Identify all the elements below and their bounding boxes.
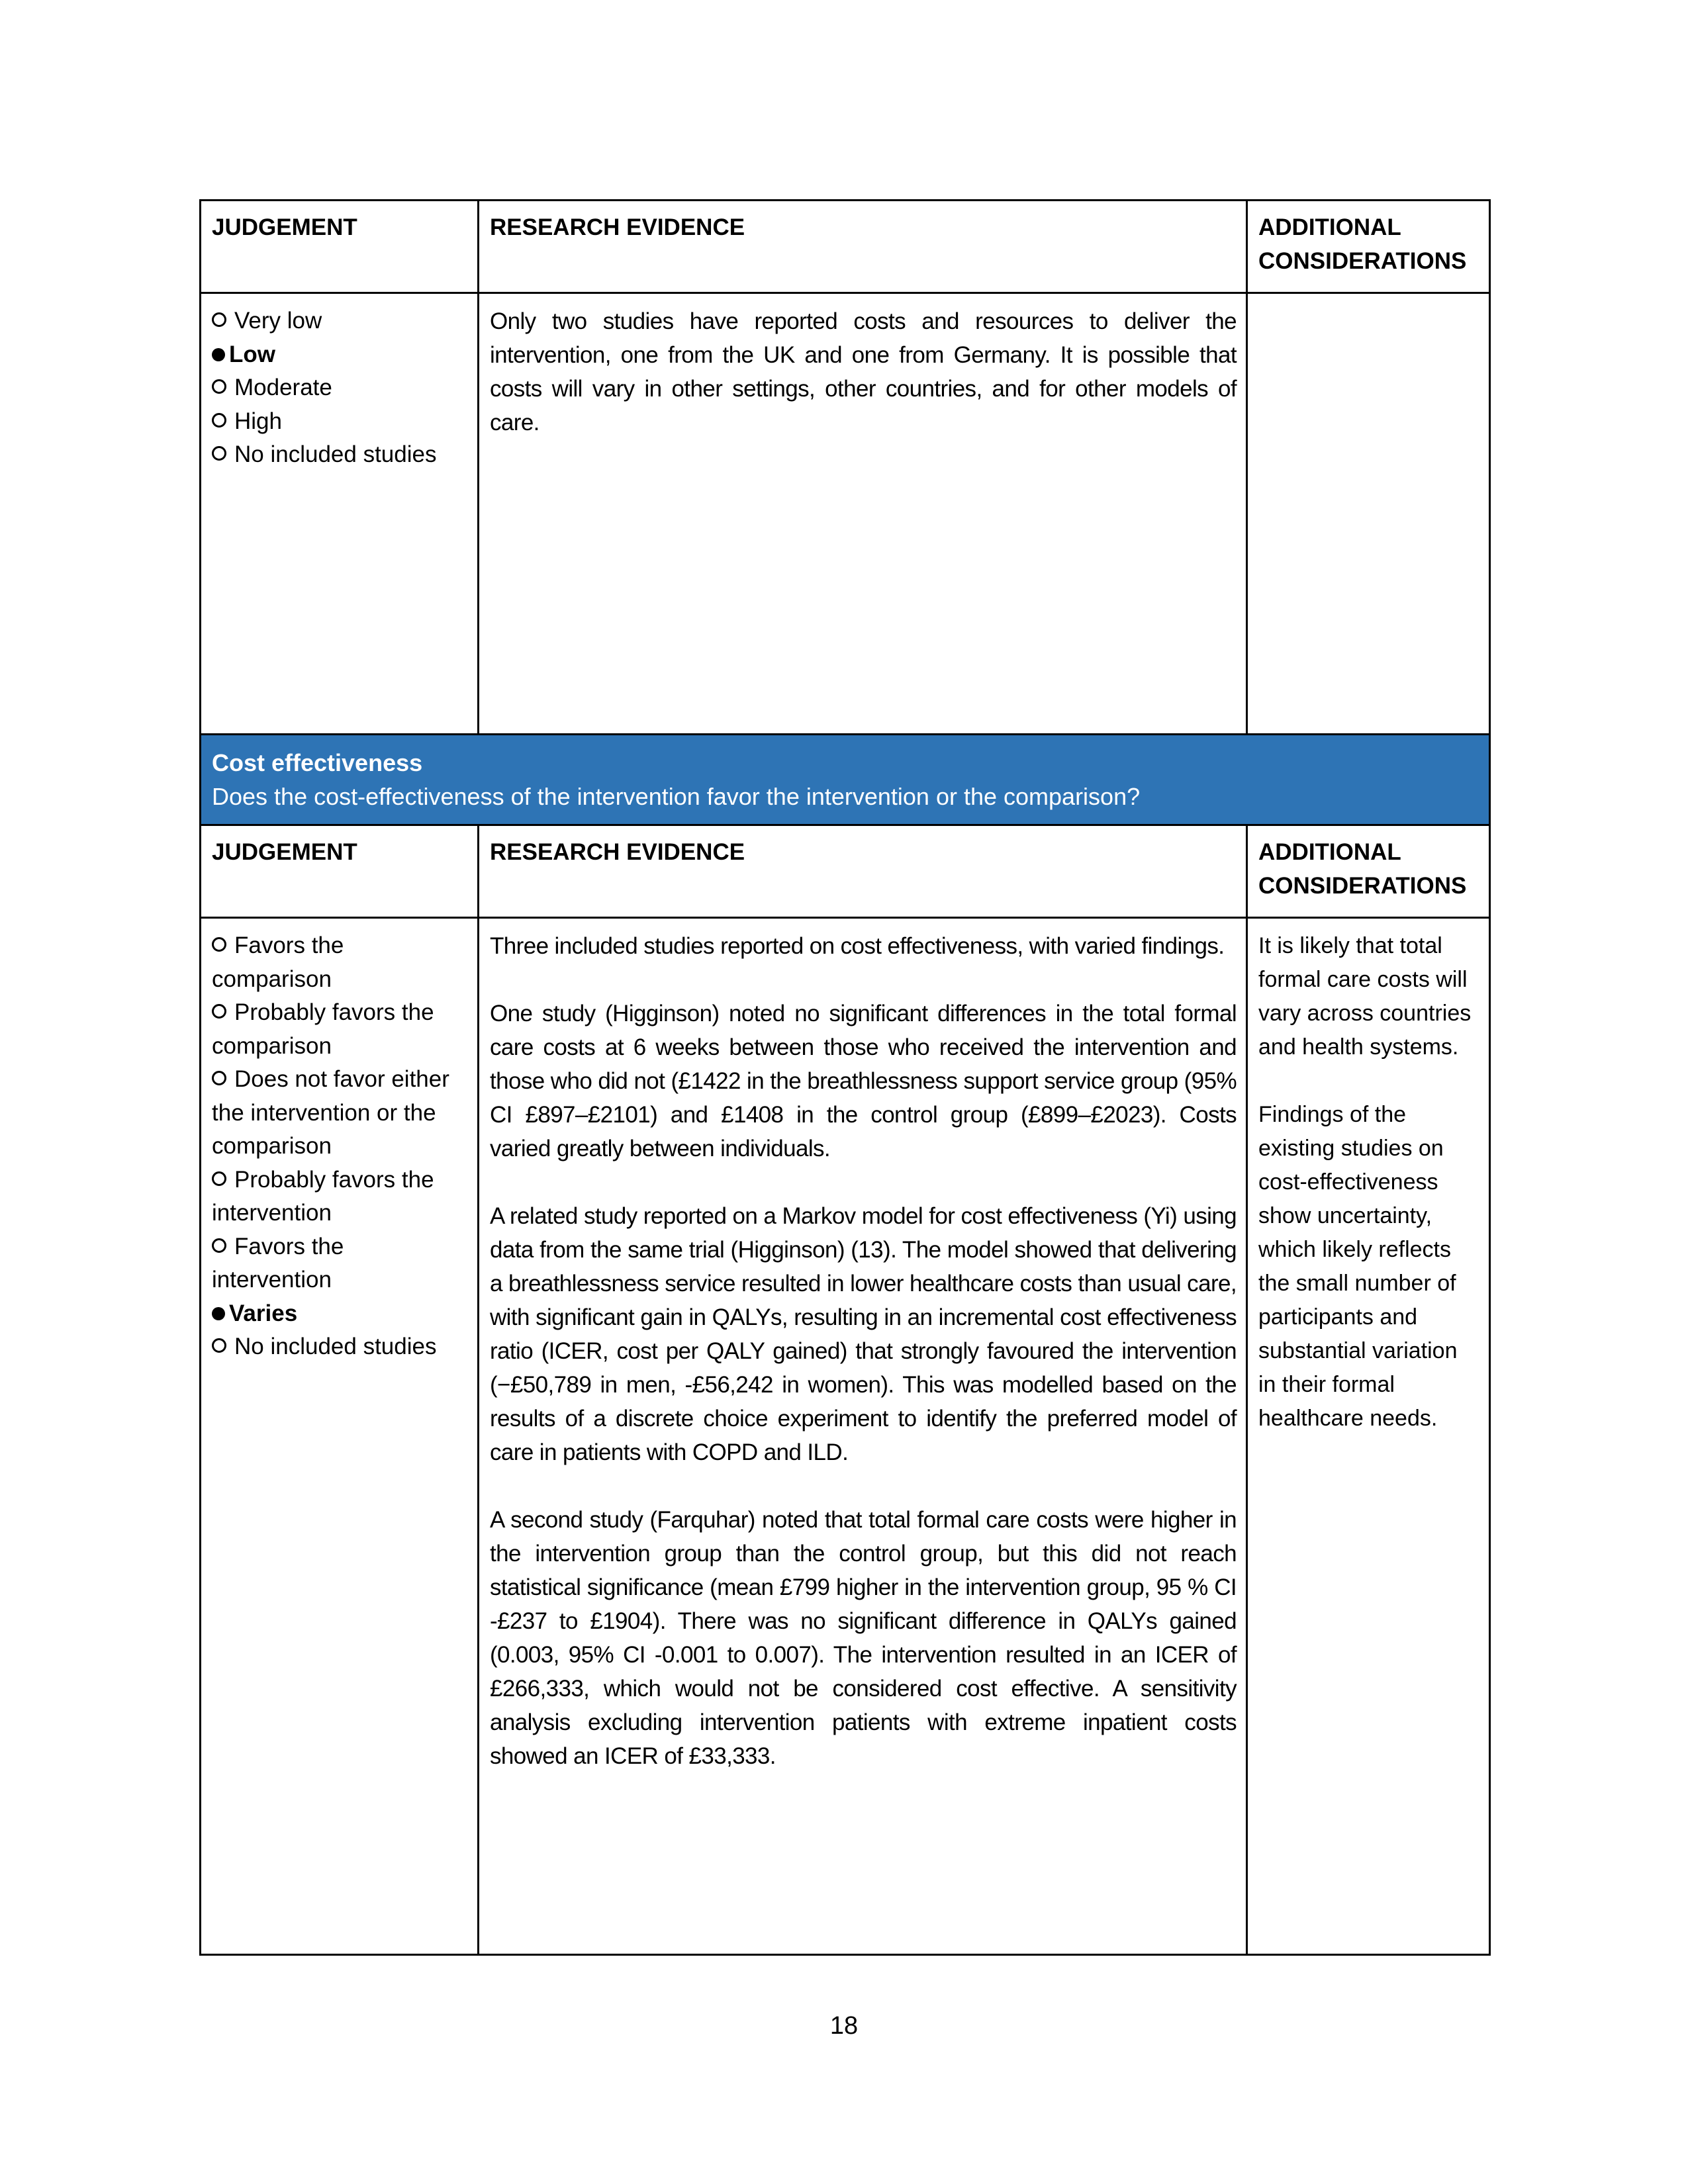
judgement-option-no-included-studies[interactable]: No included studies xyxy=(212,438,468,472)
radio-unselected-icon xyxy=(212,996,229,1030)
evidence-paragraph-farquhar: A second study (Farquhar) noted that total formal care costs were higher in the intervention group than the control group, but this did not reach statistical significance (mean £799 higher in the intervention group, 95 % CI -£237 to £1904). There was no significant difference in QALYs gained (0.003, 95% CI -0.001 to 0.007). The intervention resulted in an ICER of £266,333, which would not be considered cost effective. A sensitivity analysis excluding intervention patients with extreme inpatient costs showed an ICER of £33,333. xyxy=(490,1507,1237,1769)
radio-unselected-icon xyxy=(212,438,229,472)
judgement-option-does-not-favor-either[interactable]: Does not favor either the intervention or the comparison xyxy=(212,1063,468,1163)
additional-considerations-cell xyxy=(1247,293,1490,735)
radio-unselected-icon xyxy=(212,304,229,338)
judgement-option-favors-intervention[interactable]: Favors the intervention xyxy=(212,1230,468,1297)
table-header-row xyxy=(201,201,1490,293)
evidence-paragraph: Only two studies have reported costs and resources to deliver the intervention, one from the UK and one from Germany. It is possible that costs will vary in other settings, other countries, and for other models of care. xyxy=(490,308,1237,435)
judgement-option-high[interactable]: High xyxy=(212,405,468,439)
judgement-option-probably-favors-intervention[interactable]: Probably favors the intervention xyxy=(212,1163,468,1230)
judgement-option-very-low[interactable]: Very low xyxy=(212,304,468,338)
judgement-cell xyxy=(201,918,479,1955)
additional-considerations-cell xyxy=(1247,918,1490,1955)
radio-selected-icon xyxy=(212,1297,226,1331)
table-header-row xyxy=(201,825,1490,918)
section-header-cell xyxy=(201,735,1490,825)
evidence-to-decision-table xyxy=(199,199,1491,1956)
radio-unselected-icon xyxy=(212,1063,229,1097)
header-research-evidence: RESEARCH EVIDENCE xyxy=(479,201,1247,293)
header-judgement: JUDGEMENT xyxy=(201,825,479,918)
radio-unselected-icon xyxy=(212,1330,229,1364)
judgement-option-low[interactable]: Low xyxy=(212,338,468,372)
evidence-paragraph-higginson: One study (Higginson) noted no significant differences in the total formal care costs at 6 weeks between those who received the intervention and those who did not (£1422 in the breathlessness support service group (95% CI £897–£2101) and £1408 in the control group (£899–£2023). Costs varied greatly between individuals. xyxy=(490,1001,1237,1161)
page-number: 18 xyxy=(829,2012,859,2040)
header-additional-considerations: ADDITIONAL CONSIDERATIONS xyxy=(1247,201,1490,293)
judgement-option-moderate[interactable]: Moderate xyxy=(212,371,468,405)
section-header-cost-effectiveness xyxy=(201,735,1490,825)
consideration-paragraph: Findings of the existing studies on cost-effectiveness show uncertainty, which likely reflects the small number of participants and substantial variation in their formal healthcare needs. xyxy=(1258,1102,1458,1431)
research-evidence-cell xyxy=(479,293,1247,735)
radio-unselected-icon xyxy=(212,929,229,963)
research-evidence-cell xyxy=(479,918,1247,1955)
radio-selected-icon xyxy=(212,338,226,372)
judgement-option-probably-favors-comparison[interactable]: Probably favors the comparison xyxy=(212,996,468,1063)
section-title: Cost effectiveness xyxy=(212,749,423,776)
judgement-option-favors-comparison[interactable]: Favors the comparison xyxy=(212,929,468,996)
header-research-evidence: RESEARCH EVIDENCE xyxy=(479,825,1247,918)
cost-effectiveness-row xyxy=(201,918,1490,1955)
judgement-option-varies[interactable]: Varies xyxy=(212,1297,468,1331)
radio-unselected-icon xyxy=(212,1230,229,1264)
consideration-paragraph: It is likely that total formal care costs will vary across countries and health systems. xyxy=(1258,933,1472,1060)
evidence-paragraph-summary: Three included studies reported on cost effectiveness, with varied findings. xyxy=(490,933,1225,959)
resources-certainty-row xyxy=(201,293,1490,735)
radio-unselected-icon xyxy=(212,405,229,439)
header-additional-considerations: ADDITIONAL CONSIDERATIONS xyxy=(1247,825,1490,918)
radio-unselected-icon xyxy=(212,371,229,405)
judgement-option-no-included-studies[interactable]: No included studies xyxy=(212,1330,468,1364)
evidence-paragraph-yi-markov: A related study reported on a Markov model for cost effectiveness (Yi) using data from the same trial (Higginson) (13). The model showed that delivering a breathlessness service resulted in lower healthcare costs than usual care, with significant gain in QALYs, resulting in an incremental cost effectiveness ratio (ICER, cost per QALY gained) that strongly favoured the intervention (−£50,789 in men, -£56,242 in women). This was modelled based on the results of a discrete choice experiment to identify the preferred model of care in patients with COPD and ILD. xyxy=(490,1203,1237,1465)
radio-unselected-icon xyxy=(212,1163,229,1197)
header-judgement: JUDGEMENT xyxy=(201,201,479,293)
judgement-cell xyxy=(201,293,479,735)
section-question: Does the cost-effectiveness of the intervention favor the intervention or the comparison? xyxy=(212,783,1141,810)
